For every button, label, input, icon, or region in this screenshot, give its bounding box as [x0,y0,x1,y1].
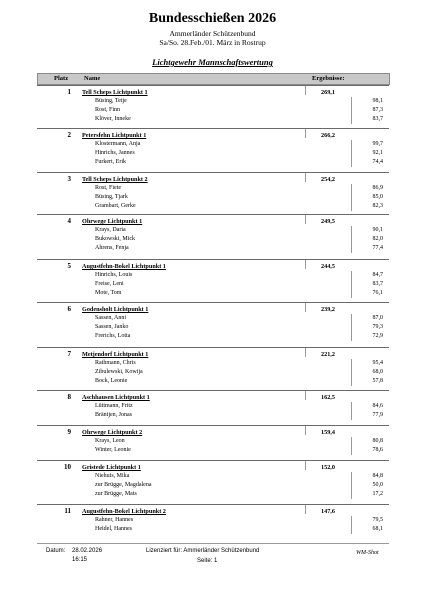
member-score: 50,0 [372,482,383,488]
member-row [95,332,383,341]
team-rank: 5 [67,262,71,270]
member-name: Klostermann, Anja [95,141,141,147]
member-row [95,158,383,167]
member-score: 77,9 [372,412,383,418]
team-score: 162,5 [321,394,335,401]
row-divider [37,347,389,348]
member-name: Büsing, Tjark [95,194,128,200]
member-score: 80,8 [372,438,383,444]
column-divider [305,461,306,470]
page-subtitle-event: Sa/So. 28.Feb./01. März in Rostrup [159,38,266,47]
member-row [95,481,383,490]
member-name: Niehuis, Mika [95,473,130,479]
member-score: 99,7 [372,141,383,147]
member-score: 90,1 [372,227,383,233]
member-name: Zibulewski, Kowija [95,369,143,375]
team-name: Ohrwege Lichtpunkt 2 [82,429,143,436]
team-name: Godensholt Lichtpunkt 1 [82,306,149,313]
member-name: zur Brügge, Magdalena [95,482,152,488]
member-name: Winter, Leonie [95,447,131,453]
row-divider [37,214,389,215]
team-score: 269,1 [321,89,335,96]
member-score: 78,6 [372,447,383,453]
member-score: 79,5 [372,517,383,523]
member-name: Freise, Leni [95,281,124,287]
member-score: 79,3 [372,324,383,330]
team-rank: 4 [67,217,71,225]
member-row [95,359,383,368]
team-name: Ohrwege Lichtpunkt 1 [82,218,143,225]
row-divider [37,504,389,505]
footer-divider [37,543,389,544]
member-score: 83,7 [372,281,383,287]
team-rank: 7 [67,350,71,358]
member-score: 77,4 [372,245,383,251]
member-score: 92,1 [372,150,383,156]
member-name: Bräntjen, Jonas [95,412,132,418]
team-rank: 2 [67,131,71,139]
member-name: Sassen, Janko [95,324,129,330]
column-divider [305,426,306,435]
member-name: Rost, Fiete [95,185,122,191]
team-name: Gristede Lichtpunkt 1 [82,464,141,471]
column-divider [305,86,306,95]
member-row [95,226,383,235]
table-header [37,73,390,85]
column-divider [305,348,306,357]
team-block [37,259,389,298]
team-block [37,214,389,253]
member-name: Bukowski, Mick [95,236,136,242]
member-row [95,289,383,298]
team-block [37,460,389,499]
member-name: Hinrichs, Jannes [95,150,135,156]
team-score: 147,6 [321,508,335,515]
member-row [95,97,383,106]
row-divider [37,172,389,173]
member-row [95,280,383,289]
row-divider [37,302,389,303]
member-row [95,271,383,280]
page-subtitle-association: Ammerländer Schützenbund [169,29,256,38]
footer-software: WM-Shot [356,550,379,556]
team-block [37,172,389,211]
team-score: 239,2 [321,306,335,313]
member-score: 87,0 [372,315,383,321]
member-score: 87,3 [372,107,383,113]
header-platz: Platz [54,75,69,82]
member-name: Lüttmann, Fritz [95,403,133,409]
member-row [95,402,383,411]
member-row [95,323,383,332]
member-name: Rahner, Hannes [95,517,134,523]
member-row [95,446,383,455]
header-ergebnisse: Ergebnisse: [312,75,345,82]
member-name: Hinrichs, Louis [95,272,133,278]
team-name: Metjendorf Lichtpunkt 1 [82,351,149,358]
team-name: Augustfehn-Bokel Lichtpunkt 2 [82,508,166,515]
page-title: Bundesschießen 2026 [148,11,277,26]
member-score: 84,8 [372,473,383,479]
member-score: 95,4 [372,360,383,366]
team-score: 249,5 [321,218,335,225]
member-row [95,193,383,202]
footer-page: Seite: 1 [197,558,218,564]
team-name: Petersfehn Lichtpunkt 1 [82,132,147,139]
team-block [37,302,389,341]
team-name: Aschhausen Lichtpunkt 1 [82,394,150,401]
member-name: Sassen, Anni [95,315,127,321]
member-name: Heidel, Hannes [95,526,132,532]
member-score: 82,3 [372,203,383,209]
member-row [95,525,383,534]
member-score: 68,0 [372,369,383,375]
member-score: 83,7 [372,116,383,122]
footer-date-label: Datum: [46,548,66,554]
team-block [37,347,389,386]
footer-license: Lizenziert für: Ammerländer Schützenbund [146,548,260,554]
member-name: Mote, Tom [95,290,122,296]
team-rank: 6 [67,305,71,313]
member-name: Klöver, Inneke [95,116,131,122]
member-row [95,106,383,115]
team-rank: 11 [64,507,71,515]
member-name: Krays, Leon [95,438,125,444]
member-name: Grambart, Gerke [95,203,136,209]
member-name: Krays, Daria [95,227,126,233]
team-rank: 1 [67,88,71,96]
team-name: Tell Scheps Lichtpunkt 1 [82,89,148,96]
member-name: Büsing, Tetje [95,98,127,104]
member-row [95,437,383,446]
member-name: Bock, Leonie [95,378,128,384]
team-score: 221,2 [321,351,335,358]
footer-date: 28.02.2026 [72,548,103,554]
member-score: 72,9 [372,333,383,339]
team-score: 152,0 [321,464,335,471]
team-rank: 3 [67,175,71,183]
row-divider [37,85,389,86]
column-divider [305,129,306,138]
member-score: 98,1 [372,98,383,104]
header-name: Name [84,75,101,82]
member-row [95,314,383,323]
member-row [95,368,383,377]
team-name: Augustfehn-Bokel Lichtpunkt 1 [82,263,166,270]
member-name: Furkert, Erik [95,159,126,165]
team-block [37,85,389,124]
row-divider [37,460,389,461]
member-row [95,235,383,244]
member-row [95,149,383,158]
member-name: zur Brügge, Mats [95,491,137,497]
row-divider [37,425,389,426]
column-divider [305,215,306,224]
member-row [95,516,383,525]
member-score: 84,6 [372,403,383,409]
member-name: Ahrens, Fenja [95,245,129,251]
member-score: 74,4 [372,159,383,165]
team-rank: 9 [67,428,71,436]
column-divider [305,303,306,312]
member-name: Rost, Finn [95,107,121,113]
row-divider [37,259,389,260]
section-title: Lichtgewehr Mannschaftswertung [152,57,273,67]
team-block [37,128,389,167]
team-score: 244,5 [321,263,335,270]
member-row [95,202,383,211]
member-score: 68,1 [372,526,383,532]
member-row [95,115,383,124]
member-row [95,490,383,499]
member-score: 17,2 [372,491,383,497]
member-name: Frerichs, Lotta [95,333,131,339]
team-block [37,425,389,455]
member-row [95,244,383,253]
team-block [37,390,389,420]
member-row [95,411,383,420]
member-name: Rathmann, Chris [95,360,136,366]
member-row [95,184,383,193]
team-score: 254,2 [321,176,335,183]
column-divider [305,173,306,182]
row-divider [37,128,389,129]
row-divider [37,390,389,391]
column-divider [305,391,306,400]
footer-time: 16:15 [72,557,88,563]
member-row [95,472,383,481]
team-rank: 8 [67,393,71,401]
member-score: 76,1 [372,290,383,296]
member-score: 85,0 [372,194,383,200]
member-score: 57,8 [372,378,383,384]
column-divider [305,505,306,514]
member-row [95,140,383,149]
team-rank: 10 [64,463,71,471]
column-divider [305,260,306,269]
team-score: 159,4 [321,429,335,436]
team-block [37,504,389,534]
team-name: Tell Scheps Lichtpunkt 2 [82,176,148,183]
member-row [95,377,383,386]
member-score: 82,0 [372,236,383,242]
member-score: 86,9 [372,185,383,191]
member-score: 84,7 [372,272,383,278]
team-score: 266,2 [321,132,335,139]
